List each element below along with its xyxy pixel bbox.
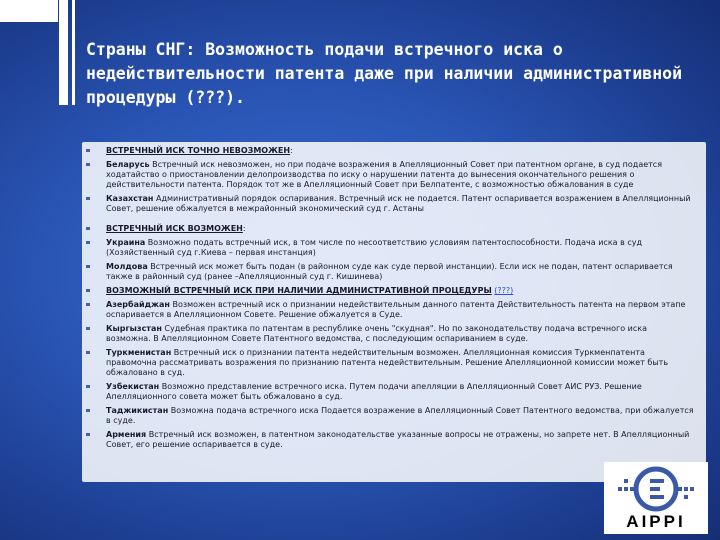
bullet-icon	[86, 265, 90, 268]
list-item	[84, 324, 694, 344]
bullet-icon	[86, 327, 90, 330]
country-description: Административный порядок оспаривания. Встречный иск не подается. Патент оспаривается возражением в Апелляционный Совет, решение обжалуется в межрайонный экономический суд г. Астаны	[106, 194, 691, 213]
bullet-icon	[86, 351, 90, 354]
accent-bar-thin	[72, 0, 75, 105]
bullet-icon	[86, 289, 90, 292]
aippi-logo	[604, 462, 708, 534]
list-item	[84, 430, 694, 450]
country-description: Встречный иск невозможен, но при подаче возражения в Апелляционный Совет при патентном органе, в суд подается ходатайство о приостановлении делопроизводства по иску о нарушении патента до вынесения окончательного решения о действительности патента. Порядок тот же в Апелляционный Совет при Белпатенте, с возможностью обжалования в суде	[106, 160, 663, 189]
bullet-icon	[86, 241, 90, 244]
corner-decoration	[0, 0, 58, 22]
bullet-icon	[86, 385, 90, 388]
bullet-icon	[86, 409, 90, 412]
country-name: Туркменистан	[106, 348, 172, 357]
section-heading-text: ВСТРЕЧНЫЙ ИСК ВОЗМОЖЕН	[106, 224, 243, 233]
country-description: Встречный иск о признании патента недействительным возможен. Апелляционная комиссия Туркменпатента правомочна рассматривать возражения по признанию патента недействительным. Решение Апелляционной комиссии может быть обжаловано в суд.	[106, 348, 669, 377]
slide-title: Страны СНГ: Возможность подачи встречного иска о недействительности патента даже при наличии административной процедуры (???).	[86, 40, 683, 107]
list-item	[84, 262, 694, 282]
country-description: Возможно представление встречного иска. Путем подачи апелляции в Апелляционный Совет АИС РУЗ. Решение Апелляционного совета может быть обжаловано в суд.	[106, 382, 642, 401]
accent-bar	[59, 0, 68, 105]
country-name: Молдова	[106, 262, 148, 271]
country-name: Украина	[106, 238, 146, 247]
list-item	[84, 348, 694, 378]
country-description: Встречный иск возможен, в патентном законодательстве указанные вопросы не отражены, но запрете нет. В Апелляционный Совет, его решение оспаривается в суде.	[106, 430, 690, 449]
content-list	[84, 146, 694, 454]
section-heading	[84, 224, 694, 234]
country-name: Азербайджан	[106, 300, 170, 309]
country-description: Возможно подать встречный иск, в том числе по несоответствию условиям патентоспособности. Подача иска в суд (Хозяйственный суд г.Киева – первая инстанция)	[106, 238, 643, 257]
bullet-icon	[86, 227, 90, 230]
section-heading	[84, 146, 694, 156]
bullet-icon	[86, 303, 90, 306]
list-item	[84, 406, 694, 426]
country-name: Узбекистан	[106, 382, 160, 391]
bullet-icon	[86, 197, 90, 200]
country-name: Беларусь	[106, 160, 150, 169]
country-description: Встречный иск может быть подан (в районном суде как суде первой инстанции). Если иск не подан, патент оспаривается также в районный суд (ранее –Апелляционный суд г. Кишинева)	[106, 262, 673, 281]
section-heading-text: ВОЗМОЖНЫЙ ВСТРЕЧНЫЙ ИСК ПРИ НАЛИЧИИ АДМИНИСТРАТИВНОЙ ПРОЦЕДУРЫ	[106, 286, 492, 295]
country-description: Возможен встречный иск о признании недействительным данного патента Действительность патента на первом этапе оспаривается в Апелляционном Совете. Решение обжалуется в Суде.	[106, 300, 686, 319]
section-heading-text: ВСТРЕЧНЫЙ ИСК ТОЧНО НЕВОЗМОЖЕН	[106, 146, 291, 155]
question-link[interactable]: (???)	[494, 286, 514, 295]
list-item	[84, 300, 694, 320]
heading-suffix: :	[242, 224, 246, 233]
country-name: Таджикистан	[106, 406, 169, 415]
section-heading	[84, 286, 694, 296]
list-item	[84, 160, 694, 190]
aippi-emblem-icon	[612, 466, 700, 512]
logo-text: AIPPI	[626, 512, 686, 531]
list-item	[84, 194, 694, 214]
country-name: Кыргызстан	[106, 324, 162, 333]
list-item	[84, 238, 694, 258]
country-description: Судебная практика по патентам в республике очень "скудная". Но по законодательству подача встречного иска возможна. В Апелляционном Совете Патентного ведомства, с последующим оспариванием в суде.	[106, 324, 647, 343]
bullet-icon	[86, 149, 90, 152]
country-name: Армения	[106, 430, 147, 439]
bullet-icon	[86, 433, 90, 436]
heading-suffix: :	[290, 146, 293, 155]
list-item	[84, 382, 694, 402]
country-name: Казахстан	[106, 194, 154, 203]
bullet-icon	[86, 163, 90, 166]
country-description: Возможна подача встречного иска Подается возражение в Апелляционный Совет Патентного ведомства, при обжалуется в суде.	[106, 406, 694, 425]
